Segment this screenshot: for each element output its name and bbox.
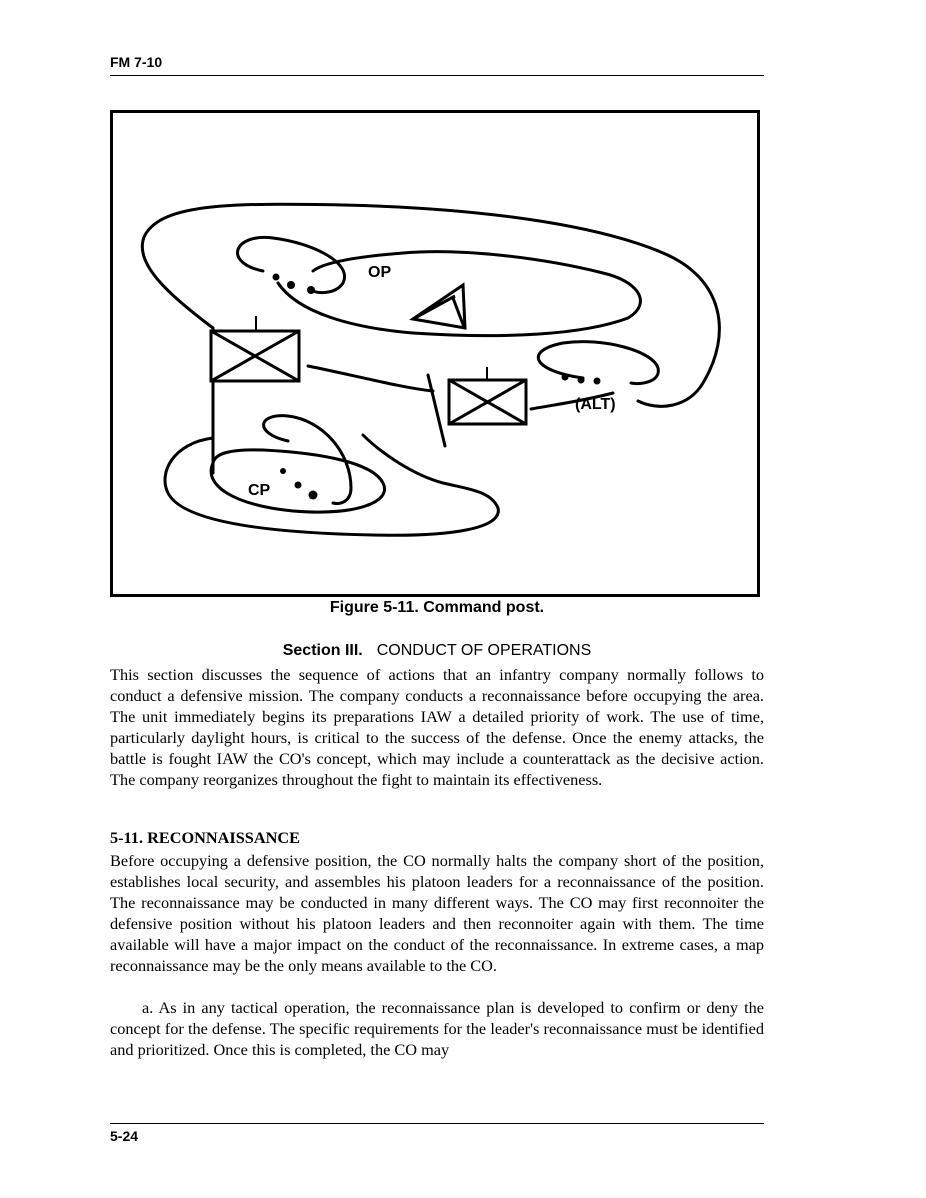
reconnaissance-heading: 5-11. RECONNAISSANCE [110, 828, 300, 847]
cp-label: CP [248, 482, 271, 499]
connector-line [308, 366, 433, 391]
footer-rule [110, 1123, 764, 1124]
unit-symbol-left [211, 316, 299, 381]
unit-symbol-center [449, 367, 526, 424]
op-triangle-symbol [413, 285, 465, 328]
alt-position-hook [538, 342, 658, 384]
section-label: Section III. [282, 642, 363, 659]
running-header: FM 7-10 [110, 54, 163, 70]
page-number: 5-24 [110, 1128, 139, 1144]
terrain-sketch [113, 113, 757, 594]
op-label: OP [368, 264, 392, 281]
section-heading [110, 642, 764, 660]
cp-inner-contour [211, 450, 384, 512]
reconnaissance-paragraph: Before occupying a defensive position, the CO normally halts the company short of the position, establishes local security, and assembles his platoon leaders for a reconnaissance of the position. The reconnaissance may be conducted in many different ways. The CO may first reconnoiter the defensive position without his platoon leaders and then reconnoiter again with them. The time available will have a major impact on the conduct of the reconnaissance. In extreme cases, a map reconnaissance may be the only means available to the CO. [110, 851, 764, 975]
section-title: CONDUCT OF OPERATIONS [376, 642, 592, 659]
ridge-contour-line [278, 252, 640, 336]
figure-command-post [110, 110, 760, 597]
figure-caption: Figure 5-11. Command post. [329, 599, 545, 616]
reconnaissance-subparagraph-a: a. As in any tactical operation, the reconnaissance plan is developed to confirm or deny the concept for the defense. The specific requirements for the leader's reconnaissance must be identified and prioritized. Once this is completed, the CO may [110, 998, 764, 1059]
header-rule [110, 75, 764, 76]
boundary-line [428, 375, 445, 446]
alt-label: (ALT) [575, 396, 616, 413]
section-intro-paragraph: This section discusses the sequence of actions that an infantry company normally follows to conduct a defensive mission. The company conducts a reconnaissance before occupying the area. The unit immediately begins its preparations IAW a detailed priority of work. The use of time, particularly daylight hours, is critical to the success of the defense. Once the enemy attacks, the battle is fought IAW the CO's concept, which may include a counterattack as the decisive action. The company reorganizes throughout the fight to maintain its effectiveness. [110, 665, 764, 789]
